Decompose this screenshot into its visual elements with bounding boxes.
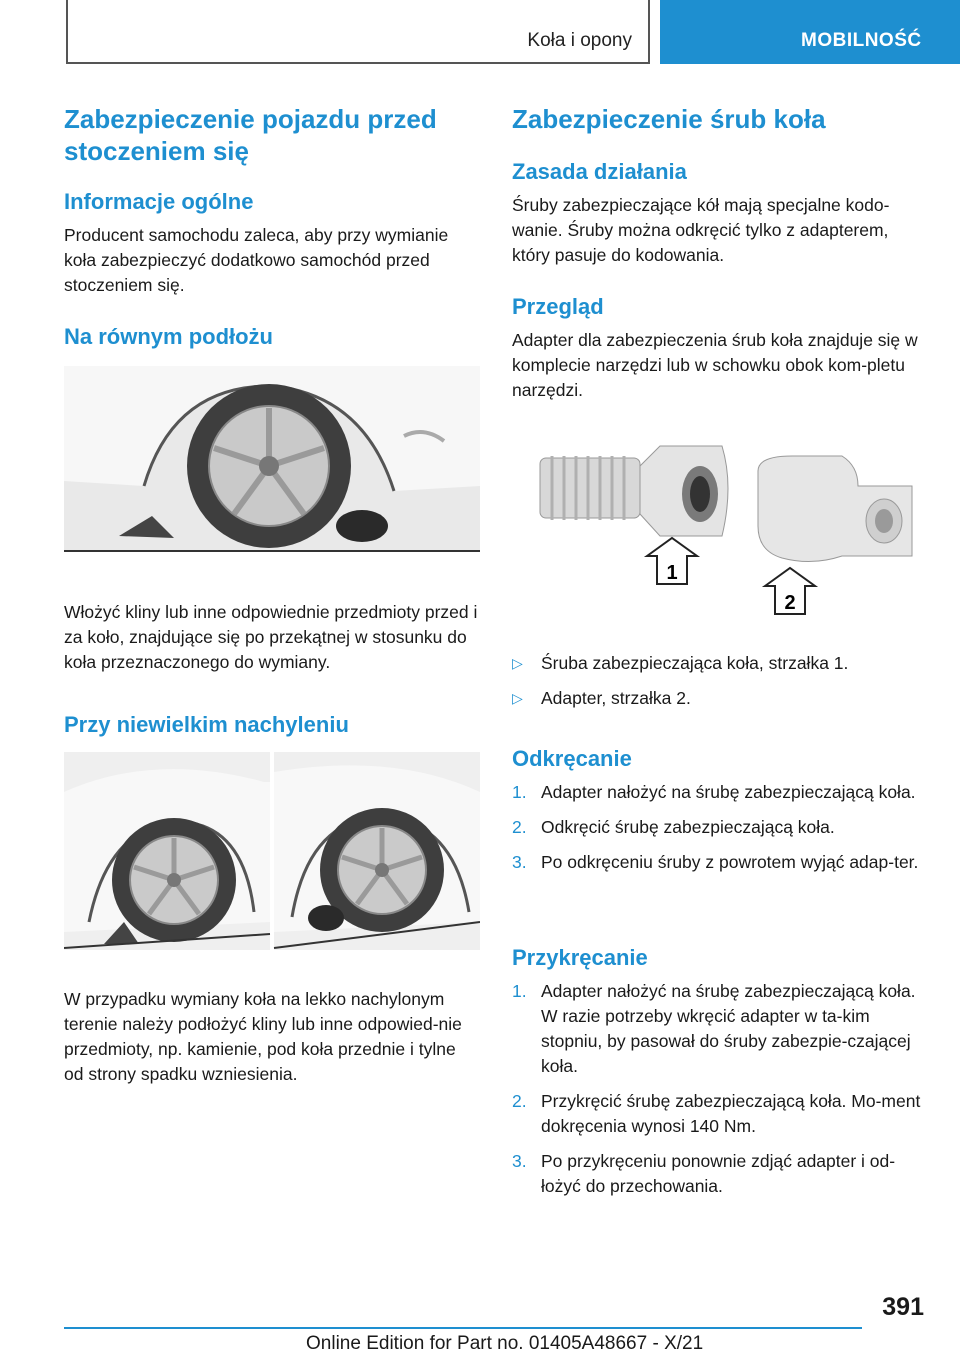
list-item: 1. Adapter nałożyć na śrubę zabezpieczającą koła. W razie potrzeby wkręcić adapter w ta-kim stopniu, by pasował do śruby zabezpie-czającej koła. — [512, 981, 916, 1076]
header-section-box — [66, 0, 650, 64]
flat-ground-text: Włożyć kliny lub inne odpowiednie przedmioty przed i za koło, znajdujące się po przekątnej w stosunku do koła przeznaczonego do wymiany. — [64, 602, 478, 672]
page-number: 391 — [882, 1293, 924, 1321]
list-item: 2. Przykręcić śrubę zabezpieczającą koła. Mo-ment dokręcenia wynosi 140 Nm. — [512, 1091, 921, 1136]
bolt-adapter-image — [512, 426, 928, 622]
car-wheel-chocks-image — [64, 366, 480, 552]
general-heading: Informacje ogólne — [64, 189, 254, 214]
unscrew-steps — [512, 780, 928, 875]
list-item: 1. Adapter nałożyć na śrubę zabezpieczającą koła. — [512, 782, 916, 802]
list-item: 3. Po przykręceniu ponownie zdjąć adapter i od-łożyć do przechowania. — [512, 1151, 896, 1196]
slope-heading: Przy niewielkim nachyleniu — [64, 712, 349, 737]
list-item: ▷ Adapter, strzałka 2. — [512, 686, 928, 711]
header-chapter-tab: MOBILNOŚĆ — [660, 0, 960, 64]
triangle-bullet-icon: ▷ — [512, 690, 523, 706]
overview-list — [512, 651, 928, 711]
screw-heading: Przykręcanie — [512, 945, 648, 970]
footer-rule — [64, 1327, 862, 1329]
principle-text: Śruby zabezpieczające kół mają specjalne kodo-wanie. Śruby można odkręcić tylko z adapterem, który pasuje do kodowania. — [512, 195, 890, 265]
overview-text: Adapter dla zabezpieczenia śrub koła znajduje się w komplecie narzędzi lub w schowku obok kom-pletu narzędzi. — [512, 330, 918, 400]
screw-steps — [512, 979, 928, 1199]
triangle-bullet-icon: ▷ — [512, 655, 523, 671]
list-item: 3. Po odkręceniu śruby z powrotem wyjąć adap-ter. — [512, 852, 919, 872]
list-item: 2. Odkręcić śrubę zabezpieczającą koła. — [512, 817, 835, 837]
flat-ground-illustration — [64, 366, 480, 552]
header-section-title: Koła i opony — [527, 30, 632, 51]
right-page-title: Zabezpieczenie śrub koła — [512, 104, 826, 134]
flat-ground-heading: Na równym podłożu — [64, 324, 273, 349]
arrow-label-2: 2 — [784, 592, 796, 614]
wheel-lock-illustration — [512, 426, 928, 622]
car-on-slope-image — [64, 752, 480, 950]
list-item: ▷ Śruba zabezpieczająca koła, strzałka 1. — [512, 651, 928, 676]
principle-heading: Zasada działania — [512, 159, 687, 184]
general-text: Producent samochodu zaleca, aby przy wymianie koła zabezpieczyć dodatkowo samochód przed stoczeniem się. — [64, 225, 449, 295]
figure-rule — [64, 550, 480, 552]
arrow-label-1: 1 — [666, 562, 678, 584]
slope-text: W przypadku wymiany koła na lekko nachylonym terenie należy podłożyć kliny lub inne odpowied-nie przedmioty, np. kamienie, pod koła przednie i tylne od strony spadku wzniesienia. — [64, 989, 462, 1084]
footer-edition-text: Online Edition for Part no. 01405A48667 - X/21 — [306, 1333, 704, 1354]
unscrew-heading: Odkręcanie — [512, 746, 632, 771]
overview-heading: Przegląd — [512, 294, 604, 319]
slope-illustration — [64, 752, 480, 950]
left-page-title: Zabezpieczenie pojazdu przed stoczeniem się — [64, 104, 437, 166]
